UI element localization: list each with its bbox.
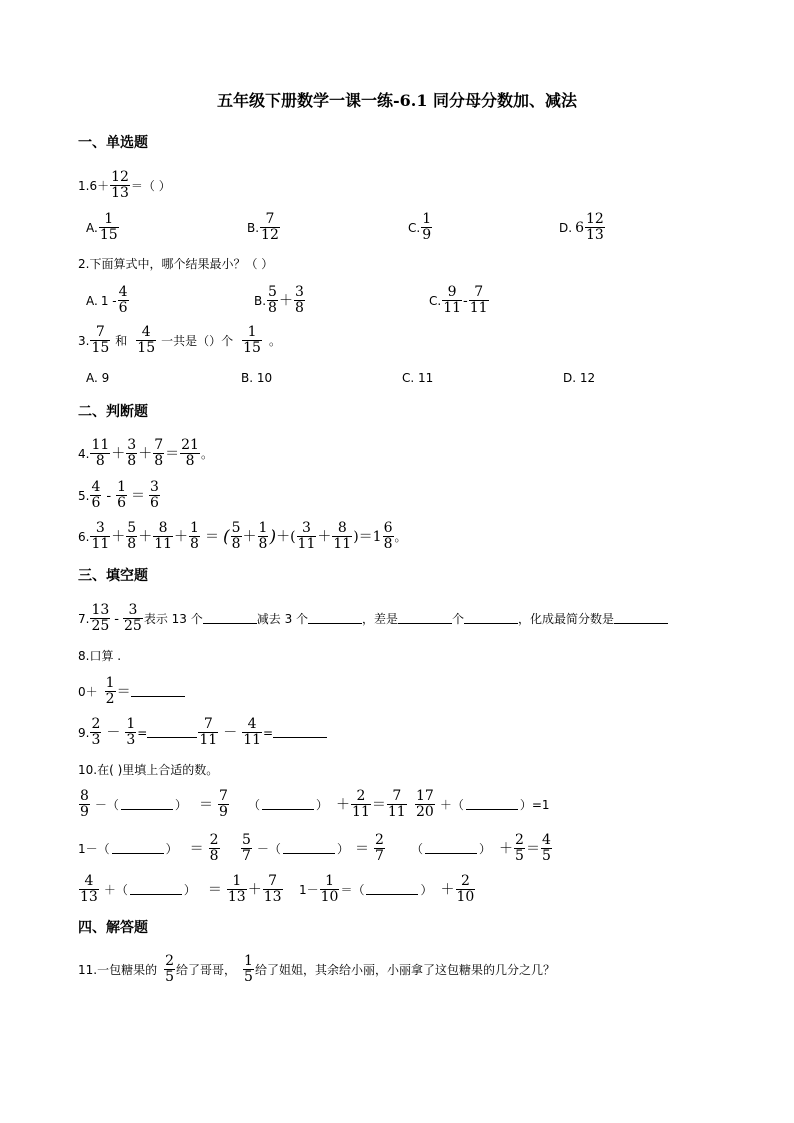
question-text: 6＋ xyxy=(89,178,110,193)
question-text: ＝（ ） xyxy=(130,178,171,193)
fraction: 1 15 xyxy=(243,324,261,356)
answer-blank[interactable] xyxy=(112,843,164,854)
section-heading-solution: 四、解答题 xyxy=(78,920,148,936)
q10-item-6: （ ） ＋ 2 5 ＝ 4 5 xyxy=(411,832,551,864)
fraction: 1 8 xyxy=(258,520,268,552)
answer-blank[interactable] xyxy=(614,613,668,624)
fraction: 7 8 xyxy=(154,437,164,469)
fraction: 7 11 xyxy=(199,716,218,748)
fraction: 7 13 xyxy=(263,873,282,905)
q10-item-3: 17 20 ＋（ ） =1 xyxy=(416,788,550,820)
q1-option-d[interactable]: D. 6 12 13 xyxy=(559,211,604,243)
question-3: 3. 7 15 和 4 15 一共是（）个 1 15 。 xyxy=(78,324,281,356)
question-7: 7. 13 25 - 3 25 表示 13 个 减去 3 个 ，差是 个 ，化成最简分数是 xyxy=(78,603,668,634)
answer-blank[interactable] xyxy=(130,884,182,895)
question-4: 4. 11 8 ＋ 3 8 ＋ 7 8 ＝ 21 8 。 xyxy=(78,437,213,469)
answer-blank[interactable] xyxy=(262,799,314,810)
fraction: 1 5 xyxy=(244,953,253,985)
fraction: 2 8 xyxy=(209,832,219,864)
question-5: 5. 4 6 - 1 6 ＝ 3 6 xyxy=(78,479,159,511)
question-6: 6. 3 11 ＋ 5 8 ＋ 8 11 ＋ 1 8 ＝ ( 5 8 ＋ 1 8 ) ＋( 3 11 ＋ 8 11 )＝ 1 6 8 。 xyxy=(78,520,407,552)
answer-blank[interactable] xyxy=(425,843,477,854)
fraction: 12 13 xyxy=(111,169,129,201)
fraction: 1 6 xyxy=(117,479,127,511)
question-9: 9. 2 3 － $\frac{1}{3}$ = 7 11 － $\frac{4}{11}$ = xyxy=(78,717,327,748)
answer-blank[interactable] xyxy=(308,613,362,624)
q1-option-b[interactable]: B. 7 12 xyxy=(247,211,279,243)
answer-blank[interactable] xyxy=(398,613,452,624)
q10-item-5: 5 7 －（ ） ＝ 2 7 xyxy=(242,832,384,864)
fraction: $\frac{1}{3}$ xyxy=(126,716,136,748)
q8-expression: 0＋ 1 2 ＝ xyxy=(78,676,185,707)
q3-option-c[interactable]: C. 11 xyxy=(402,371,434,385)
q3-option-b[interactable]: B. 10 xyxy=(241,371,273,385)
fraction: 5 8 xyxy=(127,520,137,552)
fraction: 12 13 xyxy=(585,211,604,243)
fraction: 2 5 xyxy=(515,832,524,864)
q2-option-c[interactable]: C. 9 11 - 7 11 xyxy=(429,284,488,316)
q1-option-c[interactable]: C. 1 9 xyxy=(408,211,432,243)
fraction: 2 5 xyxy=(165,953,175,985)
fraction: 5 7 xyxy=(242,832,251,864)
question-2: 2.下面算式中，哪个结果最小？（ ） xyxy=(78,257,274,271)
fraction: 7 11 xyxy=(469,284,488,316)
fraction: 1 8 xyxy=(190,520,199,552)
fraction: 1 13 xyxy=(227,873,246,905)
answer-blank[interactable] xyxy=(203,613,257,624)
fraction: 3 25 xyxy=(124,602,142,634)
fraction: 4 6 xyxy=(91,479,101,511)
q1-option-a[interactable]: A. 1 15 xyxy=(86,211,118,243)
fraction: 7 12 xyxy=(261,211,279,243)
fraction: 9 11 xyxy=(443,284,462,316)
fraction: 1 10 xyxy=(320,873,339,905)
fraction: 4 5 xyxy=(541,832,551,864)
fraction: 17 20 xyxy=(416,788,434,820)
fraction: 3 8 xyxy=(127,437,137,469)
fraction: 4 6 xyxy=(118,284,128,316)
fraction: 3 8 xyxy=(294,284,304,316)
fraction: 7 15 xyxy=(91,324,110,356)
answer-blank[interactable] xyxy=(464,613,518,624)
fraction: 8 11 xyxy=(154,520,173,552)
answer-blank[interactable] xyxy=(273,727,327,738)
section-heading-judgment: 二、判断题 xyxy=(78,404,148,420)
question-1 xyxy=(78,170,171,201)
fraction: 6 8 xyxy=(383,520,393,552)
question-number: 1. xyxy=(78,178,90,193)
answer-blank[interactable] xyxy=(466,799,518,810)
fraction: 7 11 xyxy=(387,788,406,820)
fraction: 13 25 xyxy=(91,602,110,634)
fraction: 2 11 xyxy=(352,788,370,820)
fraction: 3 11 xyxy=(91,520,110,552)
q10-item-4: 1－（ ） ＝ 2 8 xyxy=(78,832,219,864)
answer-blank[interactable] xyxy=(121,799,173,810)
fraction: $\frac{4}{11}$ xyxy=(243,716,262,748)
fraction: 21 8 xyxy=(181,437,199,469)
section-heading-single-choice: 一、单选题 xyxy=(78,135,148,151)
question-11: 11.一包糖果的 2 5 给了哥哥， 1 5 给了姐姐，其余给小丽，小丽拿了这包糖果的几分之几？ xyxy=(78,953,555,985)
fraction: 2 7 xyxy=(374,832,384,864)
fraction: 3 6 xyxy=(150,479,159,511)
fraction: 4 13 xyxy=(80,873,98,905)
section-heading-fill-blank: 三、填空题 xyxy=(78,568,148,584)
answer-blank[interactable] xyxy=(131,686,185,697)
page-title: 五年级下册数学一课一练-6.1 同分母分数加、减法 xyxy=(216,91,578,110)
fraction: 1 9 xyxy=(422,211,432,243)
q2-option-a[interactable]: A. 1 - 4 6 xyxy=(86,284,128,316)
q10-item-2: （ ） ＋ 2 11 ＝ 7 11 xyxy=(248,788,406,820)
fraction: 1 2 xyxy=(105,675,115,707)
answer-blank[interactable] xyxy=(147,727,197,738)
question-10: 10.在( )里填上合适的数。 xyxy=(78,763,219,777)
fraction: 8 11 xyxy=(333,520,352,552)
fraction: 11 8 xyxy=(91,437,110,469)
q3-option-d[interactable]: D. 12 xyxy=(563,371,596,385)
q10-item-7: 4 13 ＋（ ） ＝ 1 13 ＋ 7 13 xyxy=(80,873,282,905)
answer-blank[interactable] xyxy=(366,884,418,895)
fraction: 5 8 xyxy=(268,284,277,316)
q10-item-8: 1－ 1 10 ＝（ ） ＋ 2 10 xyxy=(299,873,475,905)
question-8: 8.口算 . xyxy=(78,649,122,663)
fraction: 4 15 xyxy=(137,324,156,356)
answer-blank[interactable] xyxy=(283,843,335,854)
q10-item-1: 8 9 －（ ） ＝ 7 9 xyxy=(80,788,228,820)
fraction: 5 8 xyxy=(231,520,241,552)
q2-option-b[interactable]: B. 5 8 ＋ 3 8 xyxy=(254,284,304,316)
fraction: 2 3 xyxy=(91,716,101,748)
fraction: 3 11 xyxy=(297,520,316,552)
fraction: 2 10 xyxy=(456,873,475,905)
fraction: 1 15 xyxy=(99,211,118,243)
fraction: 8 9 xyxy=(80,788,89,820)
fraction: 7 9 xyxy=(218,788,228,820)
q3-option-a[interactable]: A. 9 xyxy=(86,371,110,385)
